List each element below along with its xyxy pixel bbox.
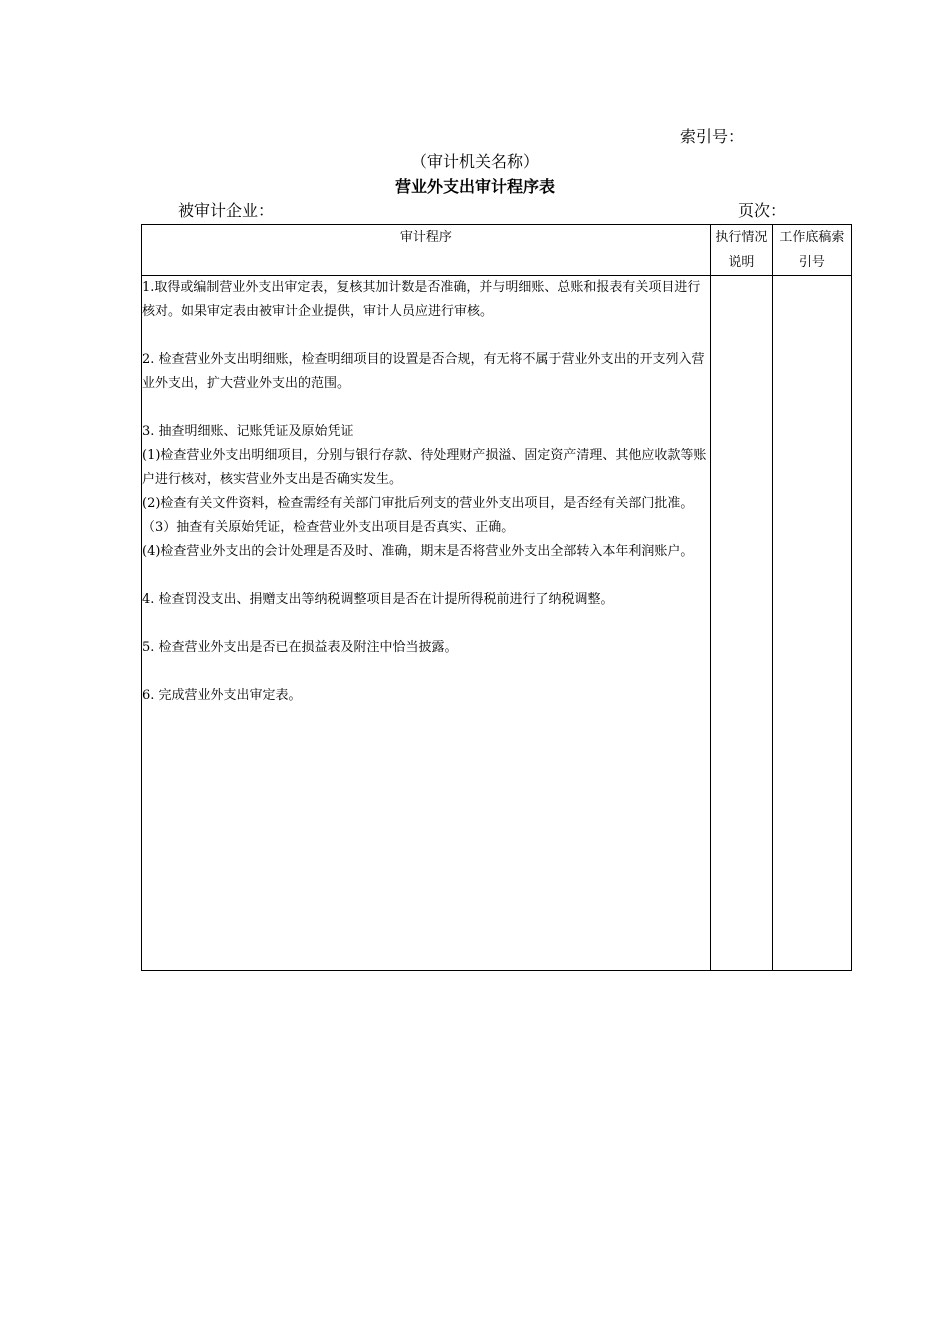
step-spacer [142, 324, 710, 348]
step-spacer [142, 660, 710, 684]
step-3-3: （3）抽查有关原始凭证，检查营业外支出项目是否真实、正确。 [142, 520, 515, 535]
header-audit-procedure-text: 审计程序 [399, 230, 452, 245]
table-body-row [142, 276, 852, 971]
header-execution-line2: 说明 [728, 255, 755, 270]
step-5: 5. 检查营业外支出是否已在损益表及附注中恰当披露。 [142, 640, 458, 655]
index-number-label: 索引号： [680, 127, 745, 146]
table-header-row [142, 225, 852, 276]
procedure-cell [142, 276, 711, 971]
audit-procedure-table [141, 224, 852, 971]
step-4: 4. 检查罚没支出、捐赠支出等纳税调整项目是否在计提所得税前进行了纳税调整。 [142, 592, 614, 607]
audit-org-name: （审计机关名称） [410, 152, 539, 171]
step-3: 3. 抽查明细账、记账凭证及原始凭证 [142, 424, 354, 439]
step-6: 6. 完成营业外支出审定表。 [142, 688, 302, 703]
header-workpaper-ref [772, 225, 851, 276]
workpaper-ref-cell [772, 276, 851, 971]
execution-notes-cell [710, 276, 772, 971]
header-audit-procedure [142, 225, 711, 276]
page-number-label: 页次： [738, 201, 787, 220]
auditee-label: 被审计企业： [178, 201, 275, 220]
step-2: 2. 检查营业外支出明细账，检查明细项目的设置是否合规，有无将不属于营业外支出的开支列入营业外支出，扩大营业外支出的范围。 [142, 352, 705, 391]
step-3-2: (2)检查有关文件资料，检查需经有关部门审批后列支的营业外支出项目，是否经有关部门批准。 [142, 496, 694, 511]
step-spacer [142, 612, 710, 636]
step-spacer [142, 396, 710, 420]
header-ref-line1: 工作底稿索 [779, 230, 845, 245]
step-3-4: (4)检查营业外支出的会计处理是否及时、准确，期末是否将营业外支出全部转入本年利润账户。 [142, 544, 694, 559]
step-spacer [142, 564, 710, 588]
step-1: 1.取得或编制营业外支出审定表，复核其加计数是否准确，并与明细账、总账和报表有关项目进行核对。如果审定表由被审计企业提供，审计人员应进行审核。 [142, 280, 701, 319]
header-ref-line2: 引号 [798, 255, 825, 270]
form-title: 营业外支出审计程序表 [394, 177, 555, 196]
header-execution-notes [710, 225, 772, 276]
step-3-1: (1)检查营业外支出明细项目，分别与银行存款、待处理财产损溢、固定资产清理、其他应收款等账户进行核对，核实营业外支出是否确实发生。 [142, 448, 707, 487]
header-execution-line1: 执行情况 [715, 230, 768, 245]
